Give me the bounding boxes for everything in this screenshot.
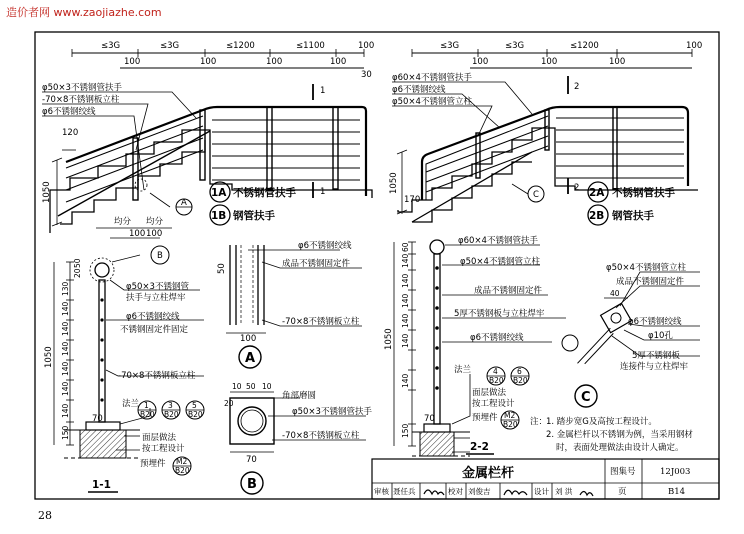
s2-ref1-num: 4	[493, 367, 498, 376]
b-dim-20: 20	[224, 399, 234, 408]
s1-flange: 法兰	[122, 399, 140, 409]
s1-embed-den: B20	[175, 466, 190, 475]
title-1a-code: 1A	[211, 187, 227, 199]
callout-b: B	[157, 251, 163, 261]
check-label: 校对	[448, 487, 463, 496]
s2-dim-60: 60	[401, 242, 410, 252]
subdim-3: 100	[266, 57, 283, 67]
check-name: 刘俊吉	[468, 487, 491, 496]
s2-dim-6: 150	[401, 423, 410, 438]
s1-dim-0: 130	[61, 281, 70, 296]
s2-dim-4: 140	[401, 333, 410, 348]
s1-title: 1-1	[92, 479, 111, 491]
section-mark-2-top: 2	[574, 82, 580, 92]
c-label-hole: φ10孔	[648, 331, 673, 341]
b-dim-70: 70	[246, 455, 257, 465]
title-2b-code: 2B	[589, 210, 605, 222]
c-label-post: φ50×4不锈钢管立柱	[606, 263, 686, 273]
note-3: 时，表面处理做法由设计人确定。	[556, 443, 684, 453]
dim-30: 30	[361, 70, 372, 80]
section-mark-1-top: 1	[320, 86, 326, 96]
dim-120: 120	[62, 128, 79, 138]
section-mark-2-bot: 2	[574, 183, 580, 193]
s2-label-plate: 5厚不锈钢板与立柱焊牢	[454, 309, 545, 319]
s1-dim-4: 140	[61, 361, 70, 376]
notes-title: 注：	[530, 417, 548, 427]
b-title: B	[247, 477, 257, 492]
s1-ref1-num: 1	[144, 401, 149, 410]
s1-ref2-den: B20	[164, 410, 179, 419]
s1-label-handrail2: 扶手与立柱焊牢	[126, 293, 186, 303]
even-right: 均分	[146, 217, 164, 227]
s1-ref1-den: B20	[140, 410, 155, 419]
atlas-value: 12J003	[660, 467, 691, 477]
s1-dim-3: 140	[61, 341, 70, 356]
dim-3g-1: ≤3G	[101, 41, 121, 51]
a-dim-50: 50	[217, 263, 227, 274]
left-elevation	[42, 49, 372, 238]
title-1b	[210, 205, 275, 225]
r-dim-170: 170	[404, 195, 421, 205]
dim-100-a: 100	[129, 229, 146, 239]
label-post: -70×8不锈钢板立柱	[42, 95, 120, 105]
b-dim-50: 50	[246, 382, 256, 391]
s2-dim-1: 140	[401, 273, 410, 288]
notes	[530, 416, 693, 453]
s2-dim-0: 140	[401, 253, 410, 268]
label-handrail: φ50×3不锈钢管扶手	[42, 83, 122, 93]
s1-dim-70: 70	[92, 414, 103, 424]
section-mark-1-bot: 1	[320, 187, 326, 197]
s2-dim-5: 140	[401, 373, 410, 388]
r-subdim-2: 100	[541, 57, 558, 67]
r-dim-1200: ≤1200	[570, 41, 599, 51]
detail-c	[562, 272, 700, 407]
s1-label-cable: φ6不锈钢绞线	[126, 312, 180, 322]
title-1a	[210, 182, 296, 202]
title-1b-code: 1B	[211, 210, 227, 222]
subdim-4: 100	[330, 57, 347, 67]
r-label-cable: φ6不锈钢绞线	[392, 85, 446, 95]
s1-dim-5: 140	[61, 381, 70, 396]
s1-dim-total: 1050	[44, 346, 54, 368]
s1-ref3-num: 5	[192, 401, 197, 410]
title-2a-code: 2A	[589, 187, 605, 199]
even-left: 均分	[114, 217, 132, 227]
r-dim-3g-1: ≤3G	[440, 41, 460, 51]
title-2b-text: 钢管扶手	[612, 210, 654, 222]
dim-100-b: 100	[146, 229, 163, 239]
s1-embed-num: M2	[176, 457, 188, 466]
subdim-2: 100	[200, 57, 217, 67]
atlas-label: 图集号	[610, 467, 636, 477]
c-label-plate: 5厚不锈钢板	[632, 351, 680, 361]
c-label-plate2: 连接件与立柱焊牢	[620, 362, 689, 372]
dim-1050-left: 1050	[42, 181, 52, 203]
dim-100-top: 100	[358, 41, 375, 51]
b-label-tube: φ50×3不锈钢管扶手	[292, 407, 372, 417]
callout-c: C	[533, 190, 539, 200]
s2-ref2-num: 6	[517, 367, 522, 376]
s2-embed-num: M2	[504, 411, 516, 420]
s1-dim-1: 140	[61, 301, 70, 316]
design-label: 设计	[534, 487, 549, 496]
page-number: 28	[38, 509, 52, 522]
watermark: 造价者网 www.zaojiazhe.com	[6, 6, 162, 19]
b-label-post: -70×8不锈钢板立柱	[282, 431, 360, 441]
s2-dim-total: 1050	[384, 328, 394, 350]
a-label-cable: φ6不锈钢绞线	[298, 241, 352, 251]
s2-finish: 面层做法	[472, 388, 507, 398]
title-1b-text: 钢管扶手	[233, 210, 275, 222]
s2-embed: 预埋件	[472, 413, 498, 423]
s1-label-handrail: φ50×3不锈钢管	[126, 282, 189, 292]
s1-label-cable2: 不锈钢固定件固定	[120, 325, 189, 335]
b-label-corner: 角部磨圆	[282, 391, 317, 401]
s2-dim-70: 70	[424, 414, 435, 424]
s1-finish2: 按工程设计	[142, 444, 185, 454]
s1-dim-7: 150	[61, 425, 70, 440]
s2-flange: 法兰	[454, 365, 472, 375]
s2-dim-2: 140	[401, 293, 410, 308]
label-cable: φ6不锈钢绞线	[42, 107, 96, 117]
s2-embed-den: B20	[503, 420, 518, 429]
review-label: 审核	[374, 487, 389, 496]
s2-label-handrail: φ60×4不锈钢管扶手	[458, 236, 538, 246]
s1-finish: 面层做法	[142, 433, 177, 443]
r-dim-3g-2: ≤3G	[505, 41, 525, 51]
s1-label-post: -70×8不锈钢板立柱	[118, 371, 196, 381]
c-label-fix: 成品不锈钢固定件	[616, 277, 685, 287]
page-label: 页	[618, 487, 627, 497]
a-label-post: -70×8不锈钢板立柱	[282, 317, 360, 327]
r-dim-1050: 1050	[389, 172, 399, 194]
note-2: 2. 金属栏杆以不锈钢为例，当采用钢材	[546, 430, 693, 440]
dim-3g-2: ≤3G	[160, 41, 180, 51]
s1-ref2-num: 3	[168, 401, 173, 410]
s2-ref2-den: B20	[513, 376, 528, 385]
s1-ref3-den: B20	[188, 410, 203, 419]
dim-1100: ≤1100	[296, 41, 325, 51]
c-title: C	[581, 390, 591, 405]
a-label-fix: 成品不锈钢固定件	[282, 259, 351, 269]
c-dim-40: 40	[610, 289, 620, 298]
s2-label-cable: φ6不锈钢绞线	[470, 333, 524, 343]
s1-dim-20: 20	[73, 268, 82, 278]
title-2a-text: 不锈钢管扶手	[612, 187, 675, 199]
subdim-1: 100	[124, 57, 141, 67]
callout-a: A	[181, 198, 187, 208]
a-title: A	[245, 351, 256, 366]
drawing-title: 金属栏杆	[462, 466, 515, 481]
r-dim-100: 100	[686, 41, 703, 51]
s1-dim-6: 140	[61, 403, 70, 418]
c-label-cable: φ6不锈钢绞线	[628, 317, 682, 327]
b-dim-10a: 10	[232, 382, 242, 391]
review-name: 聂任兵	[393, 487, 416, 496]
s2-label-fix: 成品不锈钢固定件	[474, 286, 543, 296]
s2-title: 2-2	[470, 441, 489, 453]
s1-dim-2: 140	[61, 321, 70, 336]
design-name: 刘 洪	[555, 487, 573, 496]
s2-dim-3: 140	[401, 313, 410, 328]
r-label-handrail: φ60×4不锈钢管扶手	[392, 73, 472, 83]
s1-embed: 预埋件	[140, 459, 166, 469]
r-subdim-1: 100	[472, 57, 489, 67]
title-2b	[588, 205, 654, 225]
title-2a	[588, 182, 675, 202]
a-dim-100: 100	[240, 334, 257, 344]
note-1: 1. 踏步宽G及高按工程设计。	[546, 417, 657, 427]
r-label-post: φ50×4不锈钢管立柱	[392, 97, 472, 107]
s2-ref1-den: B20	[489, 376, 504, 385]
s2-label-post: φ50×4不锈钢管立柱	[460, 257, 540, 267]
b-dim-10b: 10	[262, 382, 272, 391]
s1-dim-50: 50	[73, 258, 82, 268]
dim-1200: ≤1200	[226, 41, 255, 51]
s2-finish2: 按工程设计	[472, 399, 515, 409]
title-1a-text: 不锈钢管扶手	[233, 187, 296, 199]
r-subdim-3: 100	[609, 57, 626, 67]
page-value: B14	[668, 487, 686, 497]
